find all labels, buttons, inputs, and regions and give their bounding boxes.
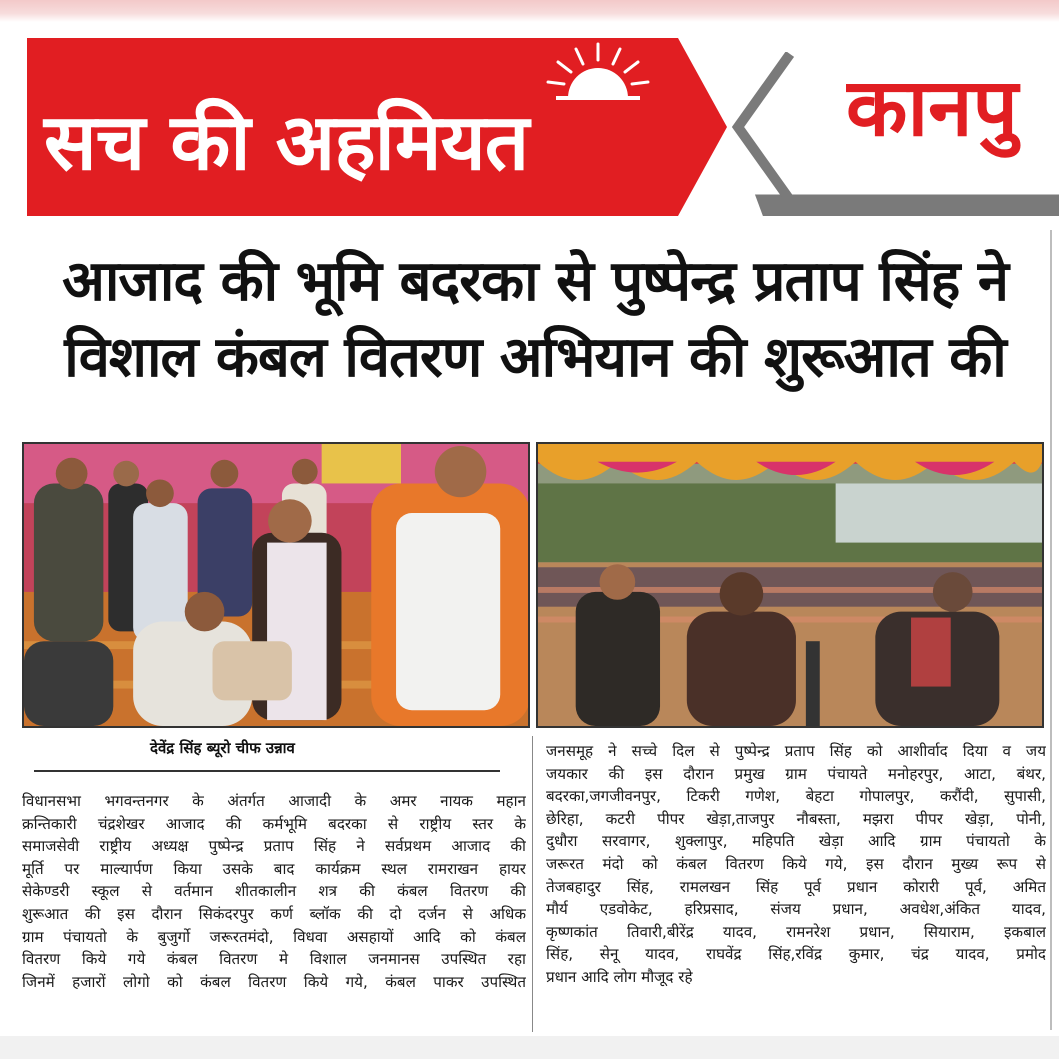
article-line: समाजसेवी राष्ट्रीय अध्यक्ष पुष्पेन्द्र प्रताप सिंह ने सर्वप्रथम आजाद की bbox=[22, 837, 526, 856]
bottom-edge bbox=[0, 1036, 1059, 1059]
article-line: तेजबहादुर सिंह, रामलखन सिंह पूर्व प्रधान कोरारी पूर्व, अमित bbox=[546, 877, 1046, 896]
article-line: क्रन्तिकारी चंद्रशेखर आजाद की कर्मभूमि बदरका से राष्ट्रीय स्तर के bbox=[22, 814, 526, 833]
page-edge-rule bbox=[1050, 230, 1052, 1030]
article-line: कृष्णकांत तिवारी,बीरेंद्र यादव, रामनरेश प्रधान, सियाराम, इकबाल bbox=[546, 922, 1046, 941]
article-line: विधानसभा भगवन्तनगर के अंतर्गत आजादी के अमर नायक महान bbox=[22, 792, 526, 810]
article-column-left bbox=[22, 790, 526, 993]
article-line: जनसमूह ने सच्चे दिल से पुष्पेन्द्र प्रताप सिंह को आशीर्वाद दिया व जय bbox=[546, 742, 1046, 760]
headline-line-1: आजाद की भूमि बदरका से पुष्पेन्द्र प्रताप सिंह ने bbox=[62, 249, 1008, 314]
article-line: ग्राम पंचायतो के बुजुर्गो जरूरतमंदो, विधवा असहायों आदि को कंबल bbox=[22, 927, 526, 946]
article-line: बदरका,जगजीवनपुर, टिकरी गणेश, बेहटा गोपालपुर, करौंदी, सुपासी, bbox=[546, 787, 1046, 806]
article-line: सेकेण्डरी स्कूल से वर्तमान शीतकालीन शत्र की कंबल वितरण की bbox=[22, 882, 526, 901]
article-column-right bbox=[546, 740, 1046, 989]
article-line: छेरिहा, कटरी पीपर खेड़ा,ताजपुर नौबस्ता, मझरा पीपर खेड़ा, पोनी, bbox=[546, 809, 1046, 828]
chevron-icon bbox=[730, 52, 820, 202]
article-line: जरूरत मंदो को कंबल वितरण किये गये, इस दौरान मुख्य रूप से bbox=[546, 854, 1046, 873]
article-line: सिंह, सेनू यादव, राघवेंद्र सिंह,रविंद्र कुमार, चंद्र यादव, प्रमोद bbox=[546, 945, 1046, 964]
article-line: वितरण किये गये कंबल वितरण मे विशाल जनमानस उपस्थित रहा bbox=[22, 950, 526, 969]
headline bbox=[20, 244, 1050, 396]
article-line: दुधौरा सरवागर, शुक्लापुर, महिपति खेड़ा आदि ग्राम पंचायतो के bbox=[546, 832, 1046, 851]
article-line: जयकार की इस दौरान प्रमुख ग्राम पंचायते मनोहरपुर, आटा, बंथर, bbox=[546, 764, 1046, 783]
article-line: शुरूआत की इस दौरान सिकंदरपुर कर्ण ब्लॉक की दो दर्जन से अधिक bbox=[22, 904, 526, 923]
news-photo-crowd-gathering bbox=[536, 442, 1044, 728]
byline-divider bbox=[34, 770, 500, 772]
news-photo-blanket-distribution bbox=[22, 442, 530, 728]
city-edition-name: कानपु bbox=[846, 61, 1018, 154]
masthead-title: सच की अहमियत bbox=[44, 98, 529, 188]
column-divider bbox=[532, 736, 533, 1032]
article-line: मूर्ति पर माल्यार्पण किया उसके बाद कार्यक्रम स्थल रामराखन हायर bbox=[22, 859, 526, 878]
article-line: जिनमें हजारों लोगो को कंबल वितरण किये गये, कंबल पाकर उपस्थित bbox=[22, 972, 526, 991]
article-line: प्रधान आदि लोग मौजूद रहे bbox=[546, 967, 693, 986]
byline: देवेंद्र सिंह ब्यूरो चीफ उन्नाव bbox=[150, 739, 295, 757]
top-edge bbox=[0, 0, 1059, 22]
headline-line-2: विशाल कंबल वितरण अभियान की शुरूआत की bbox=[64, 325, 1006, 390]
article-line: मौर्य एडवोकेट, हरिप्रसाद, संजय प्रधान, अवधेश,अंकित यादव, bbox=[546, 900, 1046, 919]
